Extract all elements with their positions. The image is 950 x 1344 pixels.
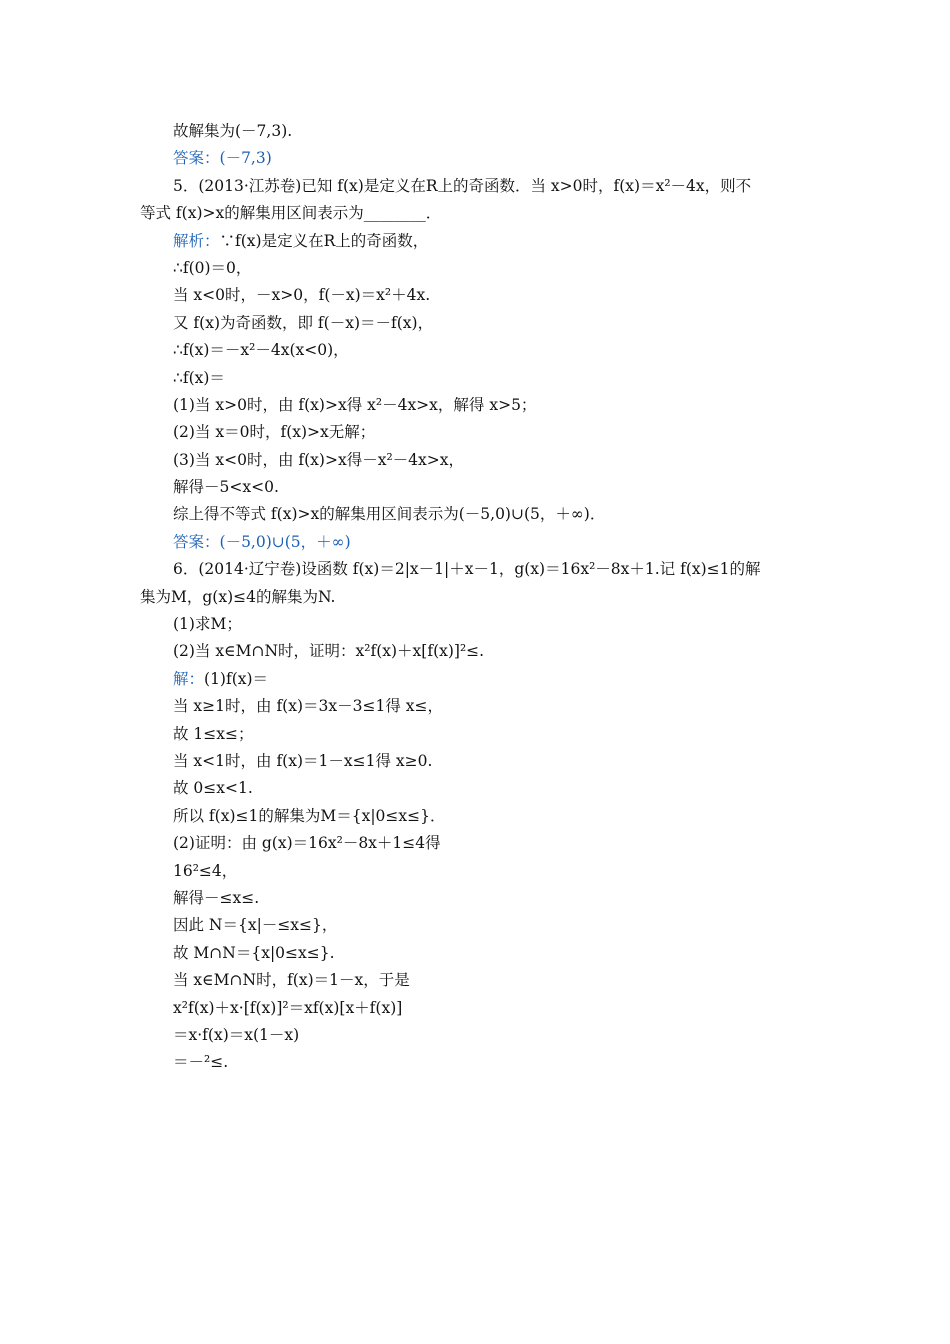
text-line — [140, 611, 830, 638]
text-line — [140, 803, 830, 830]
text-line — [140, 310, 830, 337]
section-label: 解： — [173, 669, 205, 688]
line-text: 因此 N＝{x|－≤x≤}， — [173, 916, 338, 935]
text-line — [140, 282, 830, 309]
text-line — [140, 447, 830, 474]
text-line — [140, 145, 830, 172]
line-text: ＝－²≤. — [173, 1053, 229, 1072]
line-text: ＝x·f(x)＝x(1－x) — [173, 1025, 300, 1044]
line-text: 解得－5<x<0. — [173, 478, 279, 497]
line-text: 又 f(x)为奇函数，即 f(－x)＝－f(x)， — [173, 313, 434, 332]
line-text: (－5,0)∪(5，＋∞) — [219, 532, 351, 551]
text-line — [140, 365, 830, 392]
line-text: ∴f(x)＝ — [173, 368, 225, 387]
text-line — [140, 392, 830, 419]
line-text: (2)证明：由 g(x)＝16x²－8x＋1≤4得 — [173, 834, 441, 853]
text-line — [140, 995, 830, 1022]
line-text: 当 x<0时，－x>0，f(－x)＝x²＋4x. — [173, 286, 431, 305]
line-text: 当 x<1时，由 f(x)＝1－x≤1得 x≥0. — [173, 751, 433, 770]
line-text: (2)当 x＝0时，f(x)>x无解； — [173, 423, 376, 442]
text-line — [140, 501, 830, 528]
text-line — [140, 748, 830, 775]
text-line — [140, 1049, 830, 1076]
text-line — [140, 584, 830, 611]
line-text: (1)当 x>0时，由 f(x)>x得 x²－4x>x，解得 x>5； — [173, 395, 537, 414]
text-line — [140, 228, 830, 255]
text-line — [140, 666, 830, 693]
text-line — [140, 885, 830, 912]
line-text: 集为M，g(x)≤4的解集为N. — [140, 587, 336, 606]
section-label: 答案： — [173, 149, 220, 168]
line-text: 综上得不等式 f(x)>x的解集用区间表示为(－5,0)∪(5，＋∞)． — [173, 505, 606, 524]
text-line — [140, 337, 830, 364]
text-line — [140, 173, 830, 200]
section-label: 答案： — [173, 532, 220, 551]
line-text: 5．(2013·江苏卷)已知 f(x)是定义在R上的奇函数．当 x>0时，f(x)＝x²－4x，则不 — [173, 176, 752, 195]
text-line — [140, 721, 830, 748]
text-line — [140, 967, 830, 994]
line-text: (3)当 x<0时，由 f(x)>x得－x²－4x>x， — [173, 450, 464, 469]
line-text: 故 M∩N＝{x|0≤x≤}. — [173, 943, 335, 962]
text-line — [140, 556, 830, 583]
document-body — [140, 118, 830, 1077]
line-text: ∴f(0)＝0， — [173, 258, 252, 277]
text-line — [140, 200, 830, 227]
line-text: 所以 f(x)≤1的解集为M＝{x|0≤x≤}． — [173, 806, 446, 825]
line-text: ∴f(x)＝－x²－4x(x<0)， — [173, 341, 349, 360]
text-line — [140, 255, 830, 282]
text-line — [140, 693, 830, 720]
line-text: 故 0≤x<1. — [173, 779, 253, 798]
line-text: ∵f(x)是定义在R上的奇函数， — [219, 231, 429, 250]
line-text: 16²≤4， — [173, 861, 238, 880]
line-text: (2)当 x∈M∩N时，证明：x²f(x)＋x[f(x)]²≤. — [173, 642, 485, 661]
line-text: 当 x≥1时，由 f(x)＝3x－3≤1得 x≤， — [173, 697, 443, 716]
text-line — [140, 638, 830, 665]
line-text: x²f(x)＋x·[f(x)]²＝xf(x)[x＋f(x)] — [173, 998, 403, 1017]
text-line — [140, 529, 830, 556]
line-text: 解得－≤x≤. — [173, 888, 260, 907]
text-line — [140, 419, 830, 446]
line-text: 故 1≤x≤； — [173, 724, 254, 743]
line-text: (1)f(x)＝ — [204, 669, 269, 688]
line-text: 当 x∈M∩N时，f(x)＝1－x，于是 — [173, 971, 410, 990]
line-text: 故解集为(－7,3). — [173, 122, 293, 140]
line-text: 6．(2014·辽宁卷)设函数 f(x)＝2|x－1|＋x－1，g(x)＝16x²－8x＋1.记 f(x)≤1的解 — [173, 560, 761, 579]
text-line — [140, 912, 830, 939]
line-text: 等式 f(x)>x的解集用区间表示为________． — [140, 204, 442, 223]
text-line — [140, 1022, 830, 1049]
text-line — [140, 118, 830, 145]
line-text: (1)求M； — [173, 615, 242, 634]
line-text: (－7,3) — [219, 149, 272, 168]
text-line — [140, 830, 830, 857]
text-line — [140, 775, 830, 802]
section-label: 解析： — [173, 231, 220, 250]
text-line — [140, 940, 830, 967]
text-line — [140, 474, 830, 501]
text-line — [140, 858, 830, 885]
